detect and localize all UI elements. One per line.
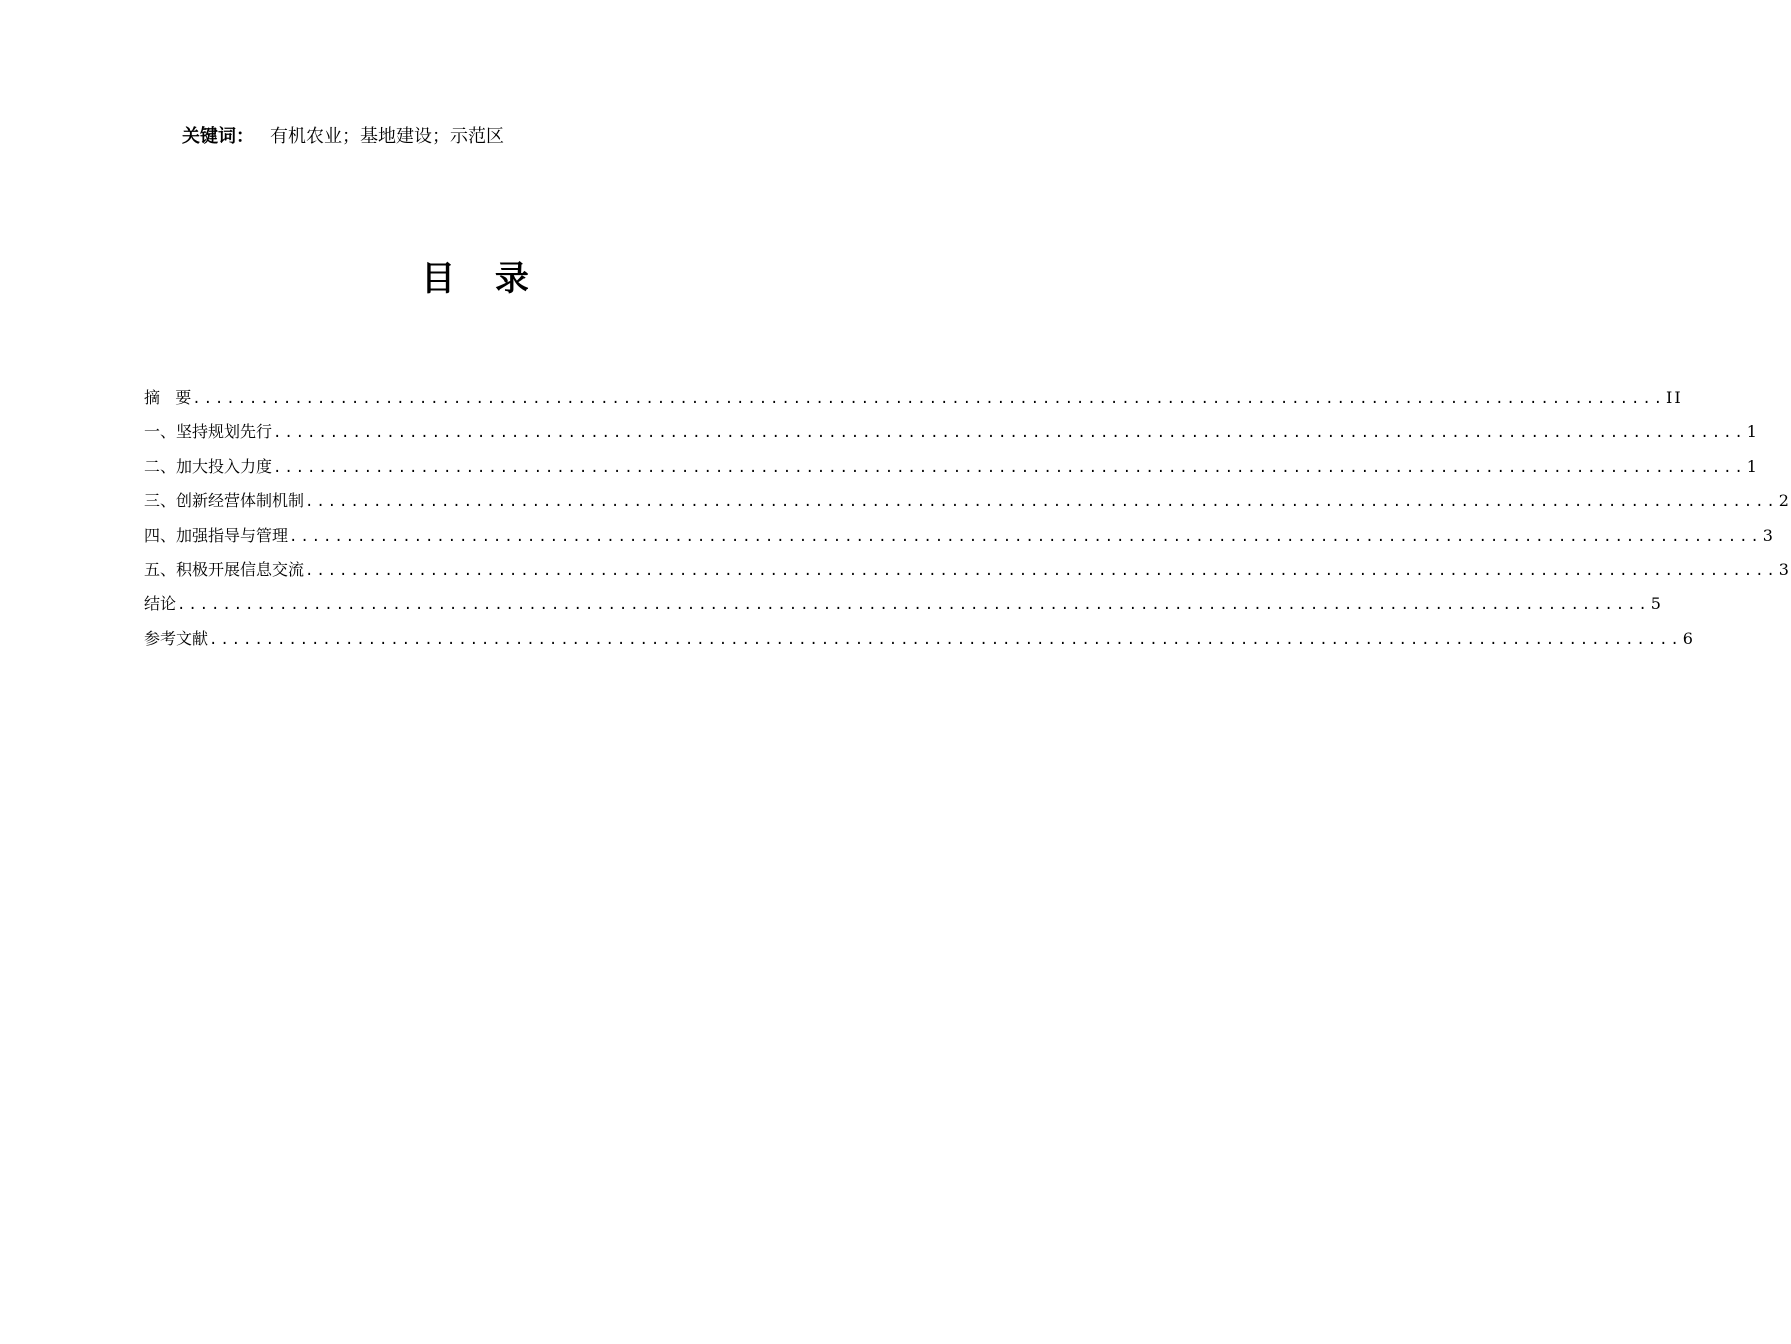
toc-dot-leader: .................................................................................................................................. xyxy=(192,391,1665,407)
toc-entry-page: 5 xyxy=(1650,594,1663,614)
toc-entry-abstract[interactable] xyxy=(144,385,1683,419)
toc-dot-leader: .................................................................................................................................. xyxy=(273,459,1746,476)
toc-entry-label: 四、加强指导与管理 xyxy=(144,525,289,545)
toc-entry-3[interactable] xyxy=(144,488,1791,522)
keywords-line xyxy=(182,124,504,150)
toc-entry-page: 1 xyxy=(1746,456,1759,476)
toc-entry-4[interactable] xyxy=(144,523,1775,557)
table-of-contents xyxy=(144,385,1791,660)
toc-entry-label: 五、积极开展信息交流 xyxy=(144,559,305,579)
toc-dot-leader: .................................................................................................................................. xyxy=(305,562,1778,579)
toc-entry-references[interactable] xyxy=(144,626,1695,660)
toc-entry-label: 一、坚持规划先行 xyxy=(144,422,273,442)
toc-dot-leader: .................................................................................................................................. xyxy=(305,494,1778,511)
toc-entry-page: 3 xyxy=(1778,559,1791,579)
toc-entry-page: 3 xyxy=(1762,525,1775,545)
toc-entry-5[interactable] xyxy=(144,557,1791,591)
keywords-value: 有机农业；基地建设；示范区 xyxy=(270,126,504,147)
toc-entry-label: 二、加大投入力度 xyxy=(144,456,273,476)
toc-entry-label: 三、创新经营体制机制 xyxy=(144,491,305,511)
keywords-label: 关键词： xyxy=(182,126,254,147)
toc-dot-leader: .................................................................................................................................. xyxy=(289,528,1762,545)
toc-title: 目 录 xyxy=(421,259,543,299)
toc-entry-1[interactable] xyxy=(144,419,1759,453)
toc-dot-leader: .................................................................................................................................. xyxy=(209,631,1682,648)
toc-entry-page: II xyxy=(1666,388,1683,407)
toc-entry-label: 摘 要 xyxy=(144,388,192,407)
toc-entry-label: 结论 xyxy=(144,594,177,614)
toc-entry-page: 6 xyxy=(1682,628,1695,648)
toc-dot-leader: .................................................................................................................................. xyxy=(273,425,1746,442)
toc-entry-page: 1 xyxy=(1746,422,1759,442)
toc-entry-label: 参考文献 xyxy=(144,628,209,648)
toc-entry-page: 2 xyxy=(1778,491,1791,511)
toc-entry-2[interactable] xyxy=(144,454,1759,488)
toc-dot-leader: .................................................................................................................................. xyxy=(177,597,1650,614)
toc-entry-conclusion[interactable] xyxy=(144,591,1663,625)
